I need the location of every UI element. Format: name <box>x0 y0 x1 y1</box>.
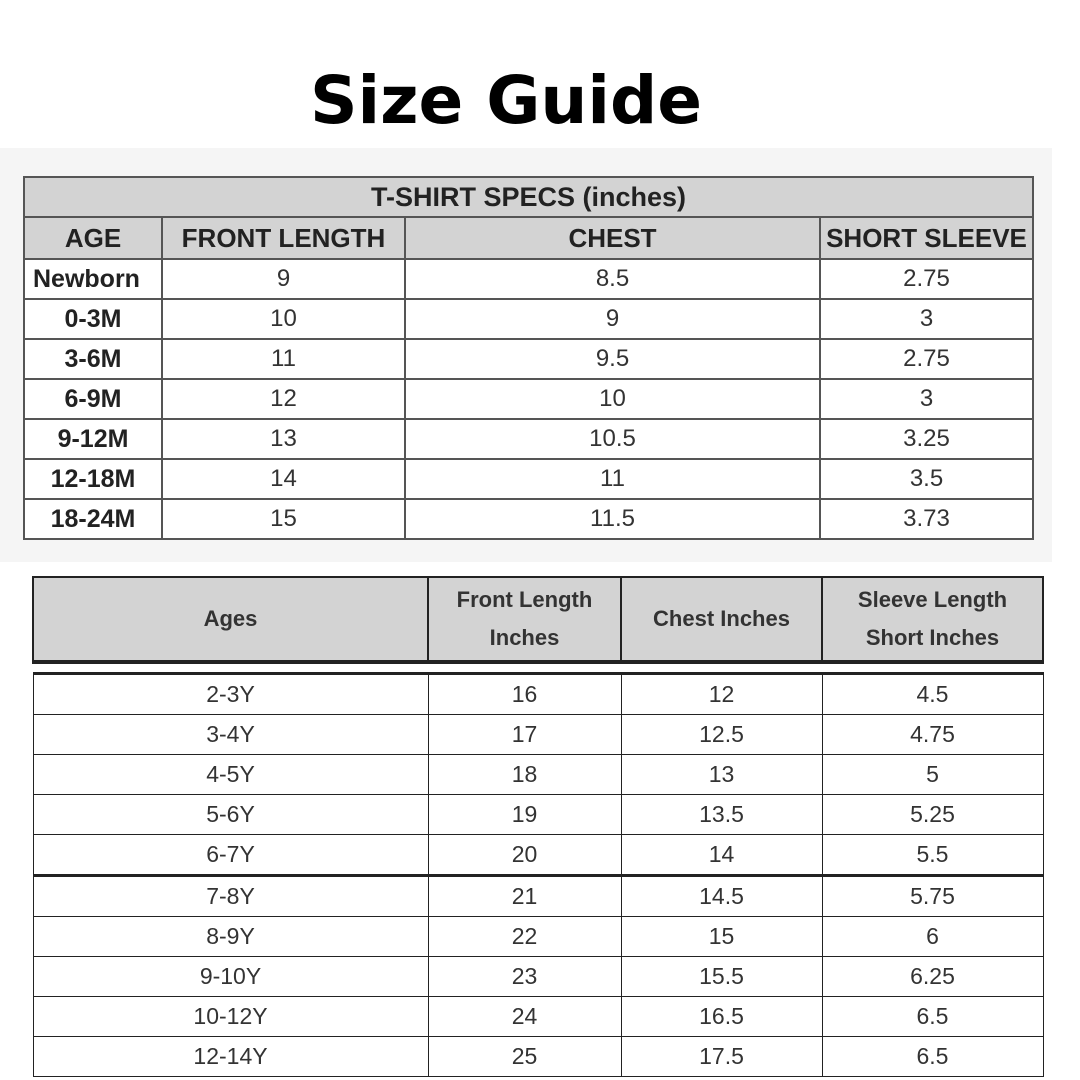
chest-cell: 13 <box>621 755 822 795</box>
header-line: Short Inches <box>865 625 1000 650</box>
sleeve-length-cell: 6.5 <box>822 997 1043 1037</box>
table-row <box>24 379 1033 419</box>
column-header-sleeve-length <box>822 577 1043 662</box>
short-sleeve-cell: 2.75 <box>820 339 1033 379</box>
front-length-cell: 11 <box>162 339 405 379</box>
age-cell: 0-3M <box>24 299 162 339</box>
chest-cell: 15.5 <box>621 957 822 997</box>
table-row <box>24 259 1033 299</box>
sleeve-length-cell: 5 <box>822 755 1043 795</box>
age-cell: 5-6Y <box>33 795 428 835</box>
column-header-chest: CHEST <box>405 217 820 259</box>
infant-size-table <box>23 176 1034 540</box>
short-sleeve-cell: 3.25 <box>820 419 1033 459</box>
table-row <box>33 997 1043 1037</box>
chest-cell: 8.5 <box>405 259 820 299</box>
front-length-cell: 23 <box>428 957 621 997</box>
age-cell: 4-5Y <box>33 755 428 795</box>
table-caption-row <box>24 177 1033 217</box>
chest-cell: 12 <box>621 674 822 715</box>
header-line: Front Length <box>456 587 593 612</box>
front-length-cell: 21 <box>428 876 621 917</box>
table-row <box>24 299 1033 339</box>
age-cell: 12-18M <box>24 459 162 499</box>
table-row <box>33 674 1043 715</box>
age-cell: 9-10Y <box>33 957 428 997</box>
sleeve-length-cell: 5.25 <box>822 795 1043 835</box>
table-row <box>24 339 1033 379</box>
table-row <box>24 499 1033 539</box>
header-line: Sleeve Length <box>857 587 1008 612</box>
age-cell: 8-9Y <box>33 917 428 957</box>
front-length-cell: 15 <box>162 499 405 539</box>
age-cell: 6-7Y <box>33 835 428 876</box>
chest-cell: 10 <box>405 379 820 419</box>
short-sleeve-cell: 3.5 <box>820 459 1033 499</box>
front-length-cell: 16 <box>428 674 621 715</box>
age-cell: 12-14Y <box>33 1037 428 1077</box>
chest-cell: 16.5 <box>621 997 822 1037</box>
age-cell: 10-12Y <box>33 997 428 1037</box>
age-cell: 3-4Y <box>33 715 428 755</box>
age-cell: 18-24M <box>24 499 162 539</box>
chest-cell: 11.5 <box>405 499 820 539</box>
kids-size-table <box>32 576 1044 1077</box>
age-cell: 2-3Y <box>33 674 428 715</box>
header-gap <box>33 662 1043 674</box>
age-cell: 9-12M <box>24 419 162 459</box>
sleeve-length-cell: 6 <box>822 917 1043 957</box>
chest-cell: 14 <box>621 835 822 876</box>
page-title: Size Guide <box>309 62 703 139</box>
column-header-front-length <box>428 577 621 662</box>
table-row <box>33 755 1043 795</box>
short-sleeve-cell: 2.75 <box>820 259 1033 299</box>
chest-cell: 12.5 <box>621 715 822 755</box>
front-length-cell: 12 <box>162 379 405 419</box>
front-length-cell: 20 <box>428 835 621 876</box>
front-length-cell: 13 <box>162 419 405 459</box>
chest-cell: 13.5 <box>621 795 822 835</box>
age-cell: 6-9M <box>24 379 162 419</box>
short-sleeve-cell: 3 <box>820 379 1033 419</box>
column-header-short-sleeve: SHORT SLEEVE <box>820 217 1033 259</box>
table-row <box>33 795 1043 835</box>
table-row <box>33 957 1043 997</box>
chest-cell: 11 <box>405 459 820 499</box>
short-sleeve-cell: 3 <box>820 299 1033 339</box>
age-cell: 3-6M <box>24 339 162 379</box>
front-length-cell: 10 <box>162 299 405 339</box>
column-header-front-length: FRONT LENGTH <box>162 217 405 259</box>
sleeve-length-cell: 4.5 <box>822 674 1043 715</box>
front-length-cell: 17 <box>428 715 621 755</box>
front-length-cell: 18 <box>428 755 621 795</box>
sleeve-length-cell: 6.25 <box>822 957 1043 997</box>
sleeve-length-cell: 5.75 <box>822 876 1043 917</box>
front-length-cell: 9 <box>162 259 405 299</box>
column-header-age: AGE <box>24 217 162 259</box>
table-row <box>24 419 1033 459</box>
sleeve-length-cell: 6.5 <box>822 1037 1043 1077</box>
table-caption: T-SHIRT SPECS (inches) <box>24 177 1033 217</box>
sleeve-length-cell: 4.75 <box>822 715 1043 755</box>
table-row <box>33 876 1043 917</box>
front-length-cell: 24 <box>428 997 621 1037</box>
column-header-ages: Ages <box>33 577 428 662</box>
table-row <box>33 835 1043 876</box>
chest-cell: 15 <box>621 917 822 957</box>
front-length-cell: 19 <box>428 795 621 835</box>
column-header-chest: Chest Inches <box>621 577 822 662</box>
age-cell: 7-8Y <box>33 876 428 917</box>
chest-cell: 14.5 <box>621 876 822 917</box>
sleeve-length-cell: 5.5 <box>822 835 1043 876</box>
table-row <box>33 1037 1043 1077</box>
table-header-row <box>33 577 1043 662</box>
chest-cell: 9.5 <box>405 339 820 379</box>
chest-cell: 17.5 <box>621 1037 822 1077</box>
chest-cell: 9 <box>405 299 820 339</box>
age-cell: Newborn <box>24 259 162 299</box>
table-header-row <box>24 217 1033 259</box>
front-length-cell: 22 <box>428 917 621 957</box>
front-length-cell: 25 <box>428 1037 621 1077</box>
short-sleeve-cell: 3.73 <box>820 499 1033 539</box>
table-row <box>33 715 1043 755</box>
front-length-cell: 14 <box>162 459 405 499</box>
table-row <box>24 459 1033 499</box>
chest-cell: 10.5 <box>405 419 820 459</box>
table-row <box>33 917 1043 957</box>
header-line: Inches <box>489 625 560 650</box>
